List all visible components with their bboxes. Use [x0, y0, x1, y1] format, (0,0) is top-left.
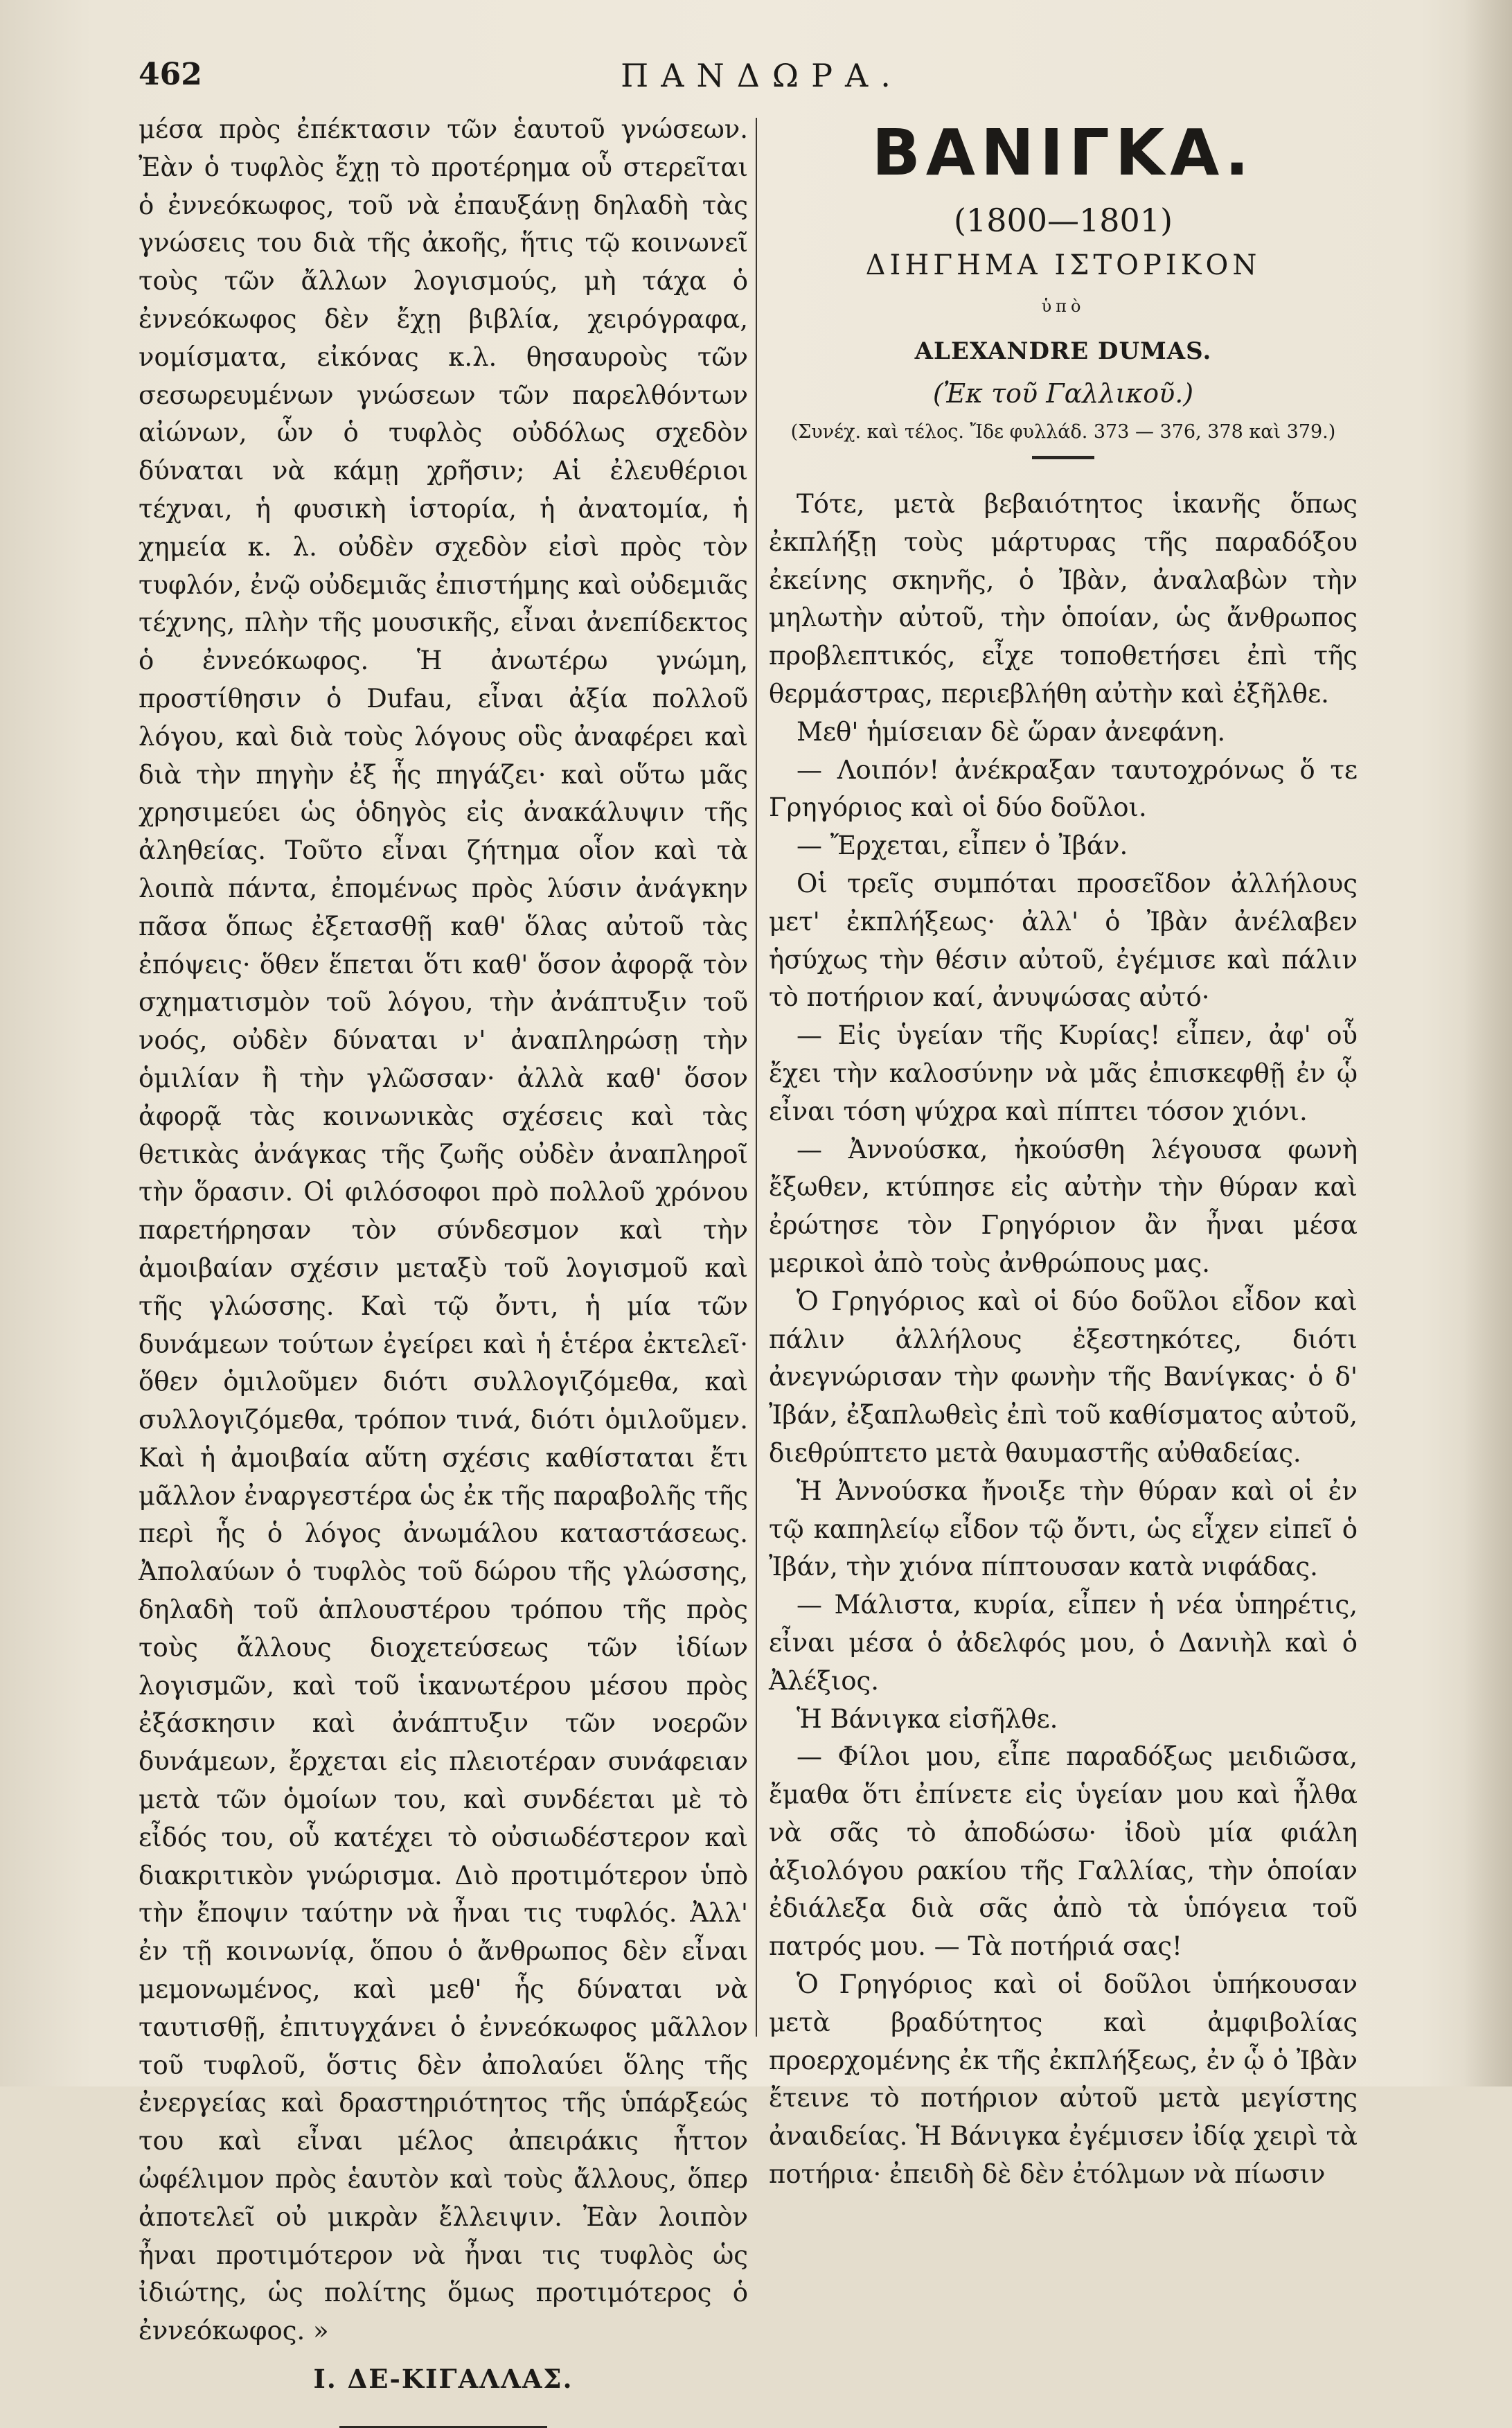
column-divider	[756, 118, 757, 2037]
continuation-note: (Συνέχ. καὶ τέλος. Ἴδε φυλλάδ. 373 — 376, 378 καὶ 379.)	[790, 421, 1336, 443]
byline-preposition: ὑπὸ	[1041, 296, 1085, 316]
page-number: 462	[139, 57, 202, 92]
section-rule	[1032, 456, 1094, 459]
story-dates: (1800—1801)	[953, 202, 1173, 239]
journal-title: ΠΑΝΔΩΡΑ.	[621, 57, 903, 94]
story-paragraph: Οἱ τρεῖς συμπόται προσεῖδον ἀλλήλους μετ' ἐκπλήξεως· ἀλλ' ὁ Ἰβὰν ἀνέλαβεν ἡσύχως τὴν θέσιν αὐτοῦ, ἐγέμισε καὶ πάλιν τὸ ποτήριον καί, ἀνυψώσας αὐτό·	[769, 868, 1358, 1013]
story-genre: ΔΙΗΓΗΜΑ ΙΣΤΟΡΙΚΟΝ	[865, 249, 1261, 281]
left-column	[139, 111, 748, 2428]
page-header	[139, 57, 1385, 105]
story-author: ALEXANDRE DUMAS.	[914, 337, 1212, 365]
story-paragraph: Ἡ Ἀννούσκα ἤνοιξε τὴν θύραν καὶ οἱ ἐν τῷ καπηλείῳ εἶδον τῷ ὄντι, ὡς εἶχεν εἰπεῖ ὁ Ἰβάν, τὴν χιόνα πίπτουσαν κατὰ νιφάδας.	[769, 1476, 1358, 1582]
right-column	[769, 111, 1358, 2194]
story-paragraph: — Λοιπόν! ἀνέκραξαν ταυτοχρόνως ὅ τε Γρηγόριος καὶ οἱ δύο δοῦλοι.	[769, 754, 1358, 823]
translation-source: (Ἐκ τοῦ Γαλλικοῦ.)	[932, 378, 1194, 409]
page-edge-shadow	[1464, 0, 1512, 2086]
story-paragraph: — Ἔρχεται, εἶπεν ὁ Ἰβάν.	[797, 831, 1128, 861]
story-paragraph: — Φίλοι μου, εἶπε παραδόξως μειδιῶσα, ἔμαθα ὅτι ἐπίνετε εἰς ὑγείαν μου καὶ ἦλθα νὰ σᾶς τὸ ἀποδώσω· ἰδοὺ μία φιάλη ἀξιολόγου ρακίου τῆς Γαλλίας, τὴν ὁποίαν ἐδιάλεξα διὰ σᾶς ἀπὸ τὰ ὑπόγεια τοῦ πατρός μου. — Τὰ ποτήριά σας!	[769, 1742, 1358, 1962]
story-paragraph: Ἡ Βάνιγκα εἰσῆλθε.	[797, 1703, 1058, 1734]
story-paragraph: Ὁ Γρηγόριος καὶ οἱ δύο δοῦλοι εἶδον καὶ πάλιν ἀλλήλους ἐξεστηκότες, διότι ἀνεγνώρισαν τὴν φωνὴν τῆς Βανίγκας· ὁ δ' Ἰβάν, ἐξαπλωθεὶς ἐπὶ τοῦ καθίσματος αὐτοῦ, διεθρύπτετο μετὰ θαυμαστῆς αὐθαδείας.	[769, 1286, 1358, 1468]
essay-paragraph: μέσα πρὸς ἐπέκτασιν τῶν ἑαυτοῦ γνώσεων. Ἐὰν ὁ τυφλὸς ἔχῃ τὸ προτέρημα οὗ στερεῖται ὁ ἐννεόκωφος, τοῦ νὰ ἐπαυξάνῃ δηλαδὴ τὰς γνώσεις του διὰ τῆς ἀκοῆς, ἥτις τῷ κοινωνεῖ τοὺς τῶν ἄλλων λογισμούς, μὴ τάχα ὁ ἐννεόκωφος δὲν ἔχῃ βιβλία, χειρόγραφα, νομίσματα, εἰκόνας κ.λ. θησαυροὺς τῶν σεσωρευμένων γνώσεων τῶν παρελθόντων αἰώνων, ὧν ὁ τυφλὸς οὐδόλως σχεδὸν δύναται νὰ κάμῃ χρῆσιν; Αἱ ἐλευθέριοι τέχναι, ἡ φυσικὴ ἱστορία, ἡ ἀνατομία, ἡ χημεία κ. λ. οὐδὲν σχεδὸν εἰσὶ πρὸς τὸν τυφλόν, ἐνῷ οὐδεμιᾶς ἐπιστήμης καὶ οὐδεμιᾶς τέχνης, πλὴν τῆς μουσικῆς, εἶναι ἀνεπίδεκτος ὁ ἐννεόκωφος. Ἡ ἀνωτέρω γνώμη, προστίθησιν ὁ Dufau, εἶναι ἀξία πολλοῦ λόγου, καὶ διὰ τοὺς λόγους οὓς ἀναφέρει καὶ διὰ τὴν πηγὴν ἐξ ἧς πηγάζει· καὶ οὕτω μᾶς χρησιμεύει ὡς ὁδηγὸς εἰς ἀνακάλυψιν τῆς ἀληθείας. Τοῦτο εἶναι ζήτημα οἷον καὶ τὰ λοιπὰ πάντα, ἐπομένως πρὸς λύσιν ἀνάγκην πᾶσα ὅπως ἐξετασθῇ καθ' ὅλας αὐτοῦ τὰς ἐπόψεις· ὅθεν ἕπεται ὅτι καθ' ὅσον ἀφορᾷ τὸν σχηματισμὸν τοῦ λόγου, τὴν ἀνάπτυξιν τοῦ νοός, οὐδὲν δύναται ν' ἀναπληρώσῃ τὴν ὁμιλίαν ἢ τὴν γλῶσσαν· ἀλλὰ καθ' ὅσον ἀφορᾷ τὰς κοινωνικὰς σχέσεις καὶ τὰς θετικὰς ἀνάγκας τῆς ζωῆς οὐδὲν ἀναπληροῖ τὴν ὅρασιν. Οἱ φιλόσοφοι πρὸ πολλοῦ χρόνου παρετήρησαν τὸν σύνδεσμον καὶ τὴν ἀμοιβαίαν σχέσιν μεταξὺ τοῦ λογισμοῦ καὶ τῆς γλώσσης. Καὶ τῷ ὄντι, ἡ μία τῶν δυνάμεων τούτων ἐγείρει καὶ ἡ ἑτέρα ἐκτελεῖ· ὅθεν ὁμιλοῦμεν διότι συλλογιζόμεθα, καὶ συλλογιζόμεθα, τρόπον τινά, διότι ὁμιλοῦμεν. Καὶ ἡ ἀμοιβαία αὕτη σχέσις καθίσταται ἔτι μᾶλλον ἐναργεστέρα ὡς ἐκ τῆς παραβολῆς τῆς περὶ ἧς ὁ λόγος ἀνωμάλου καταστάσεως. Ἀπολαύων ὁ τυφλὸς τοῦ δώρου τῆς γλώσσης, δηλαδὴ τοῦ ἁπλουστέρου τρόπου τῆς πρὸς τοὺς ἄλλους διοχετεύσεως τῶν ἰδίων λογισμῶν, καὶ τοῦ ἱκανωτέρου μέσου πρὸς ἐξάσκησιν καὶ ἀνάπτυξιν τῶν νοερῶν δυνάμεων, ἔρχεται εἰς πλειοτέραν συνάφειαν μετὰ τῶν ὁμοίων του, καὶ συνδέεται μὲ τὸ εἶδός του, οὗ κατέχει τὸ οὐσιωδέστερον καὶ διακριτικὸν γνώρισμα. Διὸ προτιμότερον ὑπὸ τὴν ἔποψιν ταύτην νὰ ἦναι τις τυφλός. Ἀλλ' ἐν τῇ κοινωνίᾳ, ὅπου ὁ ἄνθρωπος δὲν εἶναι μεμονωμένος, καὶ μεθ' ἧς δύναται νὰ ταυτισθῇ, ἐπιτυγχάνει ὁ ἐννεόκωφος μᾶλλον τοῦ τυφλοῦ, ὅστις δὲν ἀπολαύει ὅλης τῆς ἐνεργείας καὶ δραστηριότητος τῆς ὑπάρξεώς του καὶ εἶναι μέλος ἀπειράκις ἧττον ὠφέλιμον πρὸς ἑαυτὸν καὶ τοὺς ἄλλους, ὅπερ ἀποτελεῖ οὐ μικρὰν ἔλλειψιν. Ἐὰν λοιπὸν ἦναι προτιμότερον νὰ ἦναι τις τυφλὸς ὡς ἰδιώτης, ὡς πολίτης ὅμως προτιμότερος ὁ ἐννεόκωφος. »	[139, 114, 748, 2346]
story-paragraph: Μεθ' ἡμίσειαν δὲ ὥραν ἀνεφάνη.	[797, 716, 1226, 747]
story-title: ΒΑΝΙΓΚΑ.	[871, 116, 1255, 190]
story-paragraph: Ὁ Γρηγόριος καὶ οἱ δοῦλοι ὑπήκουσαν μετὰ βραδύτητος καὶ ἀμφιβολίας προερχομένης ἐκ τῆς ἐκπλήξεως, ἐν ᾧ ὁ Ἰβὰν ἔτεινε τὸ ποτήριον αὐτοῦ μετὰ μεγίστης ἀναιδείας. Ἡ Βάνιγκα ἐγέμισεν ἰδίᾳ χειρὶ τὰ ποτήρια· ἐπειδὴ δὲ δὲν ἐτόλμων νὰ πίωσιν	[769, 1969, 1358, 2190]
story-paragraph: — Μάλιστα, κυρία, εἶπεν ἡ νέα ὑπηρέτις, εἶναι μέσα ὁ ἀδελφός μου, ὁ Δανιὴλ καὶ ὁ Ἀλέξιος.	[769, 1590, 1358, 1696]
essay-signature: Ι. ΔΕ-ΚΙΓΑΛΛΑΣ.	[313, 2364, 573, 2395]
story-paragraph: — Ἀννούσκα, ἠκούσθη λέγουσα φωνὴ ἔξωθεν, κτύπησε εἰς αὐτὴν τὴν θύραν καὶ ἐρώτησε τὸν Γρηγόριον ἂν ἦναι μέσα μερικοὶ ἀπὸ τοὺς ἀνθρώπους μας.	[769, 1134, 1358, 1278]
story-paragraph: — Εἰς ὑγείαν τῆς Κυρίας! εἶπεν, ἀφ' οὗ ἔχει τὴν καλοσύνην νὰ μᾶς ἐπισκεφθῇ ἐν ᾧ εἶναι τόση ψύχρα καὶ πίπτει τόσον χιόνι.	[769, 1020, 1358, 1126]
story-paragraph: Τότε, μετὰ βεβαιότητος ἱκανῆς ὅπως ἐκπλήξῃ τοὺς μάρτυρας τῆς παραδόξου ἐκείνης σκηνῆς, ὁ Ἰβὰν, ἀναλαβὼν τὴν μηλωτὴν αὐτοῦ, τὴν ὁποίαν, ὡς ἄνθρωπος προβλεπτικός, εἶχε τοποθετήσει ἐπὶ τῆς θερμάστρας, περιεβλήθη αὐτὴν καὶ ἐξῆλθε.	[769, 489, 1358, 709]
end-rule	[339, 2426, 547, 2428]
